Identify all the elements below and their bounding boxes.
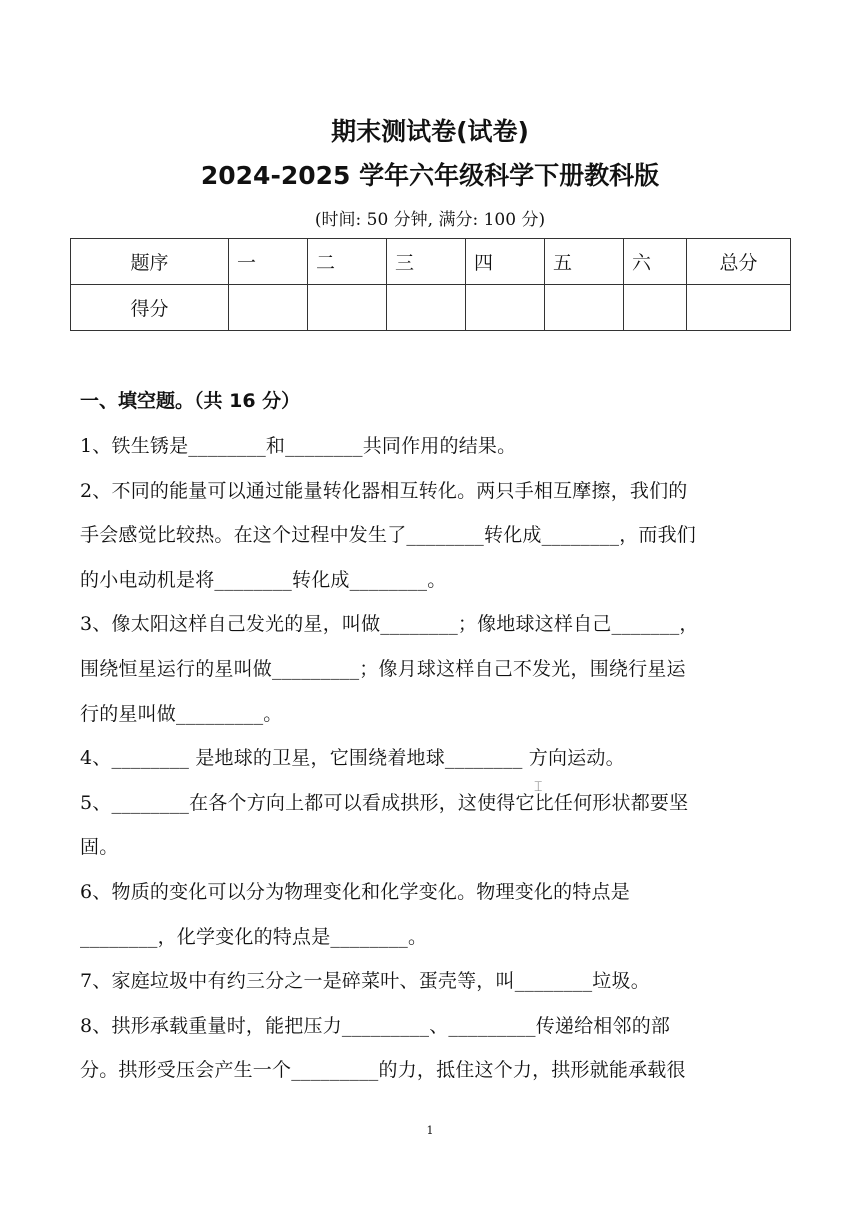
question-body <box>80 424 770 1093</box>
score-input-cell[interactable] <box>466 285 545 331</box>
score-input-cell[interactable] <box>387 285 466 331</box>
score-table-score-row <box>71 285 791 331</box>
exam-title: 期末测试卷(试卷) <box>331 117 529 146</box>
question-line: 3、像太阳这样自己发光的星，叫做________；像地球这样自己_______， <box>80 613 699 636</box>
question-line: 8、拱形承载重量时，能把压力_________、_________传递给相邻的部 <box>80 1014 671 1037</box>
question-line: 6、物质的变化可以分为物理变化和化学变化。物理变化的特点是 <box>80 880 630 903</box>
score-table-header-row <box>71 239 791 285</box>
section-heading: 一、填空题。（共 16 分） <box>80 390 301 412</box>
question-line: 5、________在各个方向上都可以看成拱形，这使得它比任何形状都要坚 <box>80 791 689 814</box>
question-line: 1、铁生锈是________和________共同作用的结果。 <box>80 435 517 457</box>
question-line: 分。拱形受压会产生一个_________的力，抵住这个力，拱形就能承载很 <box>80 1059 686 1082</box>
score-table-cell: 一 <box>229 239 308 285</box>
score-table-cell: 得分 <box>71 285 229 331</box>
question-line: 7、家庭垃圾中有约三分之一是碎菜叶、蛋壳等，叫________垃圾。 <box>80 970 650 993</box>
score-table-cell: 六 <box>624 239 687 285</box>
exam-subtitle: 2024-2025 学年六年级科学下册教科版 <box>200 161 660 190</box>
score-input-cell[interactable] <box>545 285 624 331</box>
score-table-cell: 五 <box>545 239 624 285</box>
score-table-cell: 三 <box>387 239 466 285</box>
score-table-cell: 二 <box>308 239 387 285</box>
score-table-cell: 四 <box>466 239 545 285</box>
question-line: ________，化学变化的特点是________。 <box>80 925 428 948</box>
score-input-cell[interactable] <box>687 285 791 331</box>
question-line: 2、不同的能量可以通过能量转化器相互转化。两只手相互摩擦，我们的 <box>80 479 688 502</box>
score-input-cell[interactable] <box>308 285 387 331</box>
question-line: 的小电动机是将________转化成________。 <box>80 568 447 591</box>
text-cursor-icon: ⌶ <box>534 779 543 795</box>
question-line: 行的星叫做_________。 <box>80 702 283 725</box>
score-input-cell[interactable] <box>229 285 308 331</box>
page-number: 1 <box>426 1124 434 1137</box>
score-table <box>70 238 791 331</box>
exam-time-info: (时间: 50 分钟, 满分: 100 分) <box>314 210 546 230</box>
score-table-cell: 题序 <box>71 239 229 285</box>
question-line: 固。 <box>80 836 119 859</box>
question-line: 4、________ 是地球的卫星，它围绕着地球________ 方向运动。 <box>80 747 625 770</box>
question-line: 围绕恒星运行的星叫做_________；像月球这样自己不发光，围绕行星运 <box>80 657 686 680</box>
score-input-cell[interactable] <box>624 285 687 331</box>
question-line: 手会感觉比较热。在这个过程中发生了________转化成________，而我们 <box>80 524 697 547</box>
score-table-cell: 总分 <box>687 239 791 285</box>
